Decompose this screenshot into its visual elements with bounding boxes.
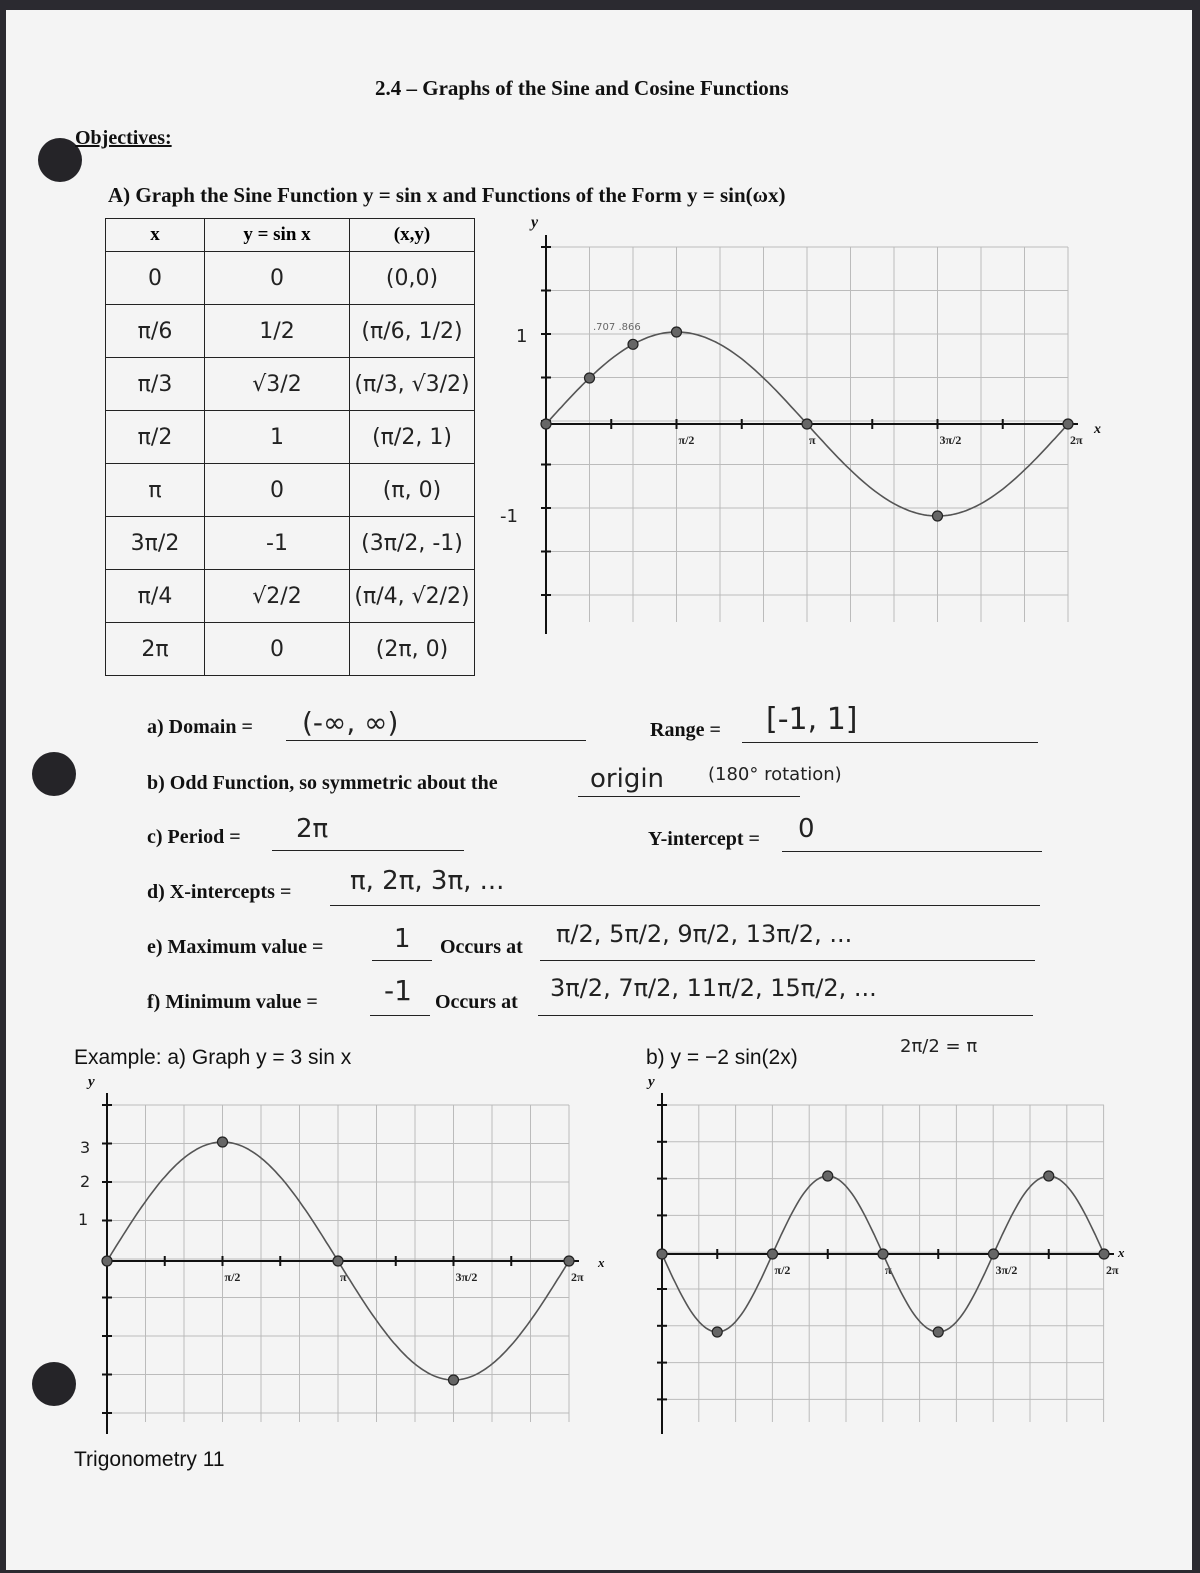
answer-line xyxy=(330,905,1040,906)
x-axis-label: x xyxy=(1094,422,1101,437)
minimum-occurs: 3π/2, 7π/2, 11π/2, 15π/2, ... xyxy=(550,974,877,1002)
x-tick-label: π xyxy=(885,1263,892,1277)
y-tick-label: 1 xyxy=(78,1210,89,1229)
y-tick-label: 2 xyxy=(80,1172,91,1191)
data-point xyxy=(449,1375,459,1385)
maximum-value: 1 xyxy=(394,924,411,954)
minimum-label: f) Minimum value = xyxy=(147,991,318,1013)
axes xyxy=(541,235,1083,634)
odd-answer: origin xyxy=(590,764,665,794)
table-row xyxy=(106,464,475,517)
odd-label: b) Odd Function, so symmetric about the xyxy=(147,772,498,794)
period-label: c) Period = xyxy=(147,826,241,848)
values-table xyxy=(105,218,475,676)
data-point xyxy=(802,419,812,429)
table-cell: π/4 xyxy=(106,570,205,623)
table-cell: 1 xyxy=(205,411,350,464)
x-tick-label: 2π xyxy=(1070,433,1083,447)
period-answer: 2π xyxy=(296,814,329,844)
x-tick-label: π/2 xyxy=(678,433,695,447)
data-point xyxy=(933,511,943,521)
y-tick-label: 3 xyxy=(80,1138,91,1157)
table-row xyxy=(106,305,475,358)
table-cell: (2π, 0) xyxy=(350,623,475,676)
table-row xyxy=(106,358,475,411)
table-header: y = sin x xyxy=(205,219,350,252)
table-cell: √3/2 xyxy=(205,358,350,411)
data-point xyxy=(218,1137,228,1147)
grid xyxy=(546,247,1068,622)
y-tick-label: -1 xyxy=(500,506,518,527)
data-point xyxy=(712,1327,722,1337)
y-tick-label: 1 xyxy=(516,326,528,347)
data-point xyxy=(564,1256,574,1266)
table-cell: π/6 xyxy=(106,305,205,358)
table-row xyxy=(106,411,475,464)
table-cell: (π/4, √2/2) xyxy=(350,570,475,623)
table-cell: 0 xyxy=(205,623,350,676)
table-cell: (3π/2, -1) xyxy=(350,517,475,570)
grid xyxy=(662,1105,1104,1422)
x-tick-label: π xyxy=(809,433,816,447)
footer-label: Trigonometry 11 xyxy=(74,1448,225,1471)
maximum-occurs-label: Occurs at xyxy=(440,936,523,958)
data-point xyxy=(878,1249,888,1259)
x-tick-label: 3π/2 xyxy=(455,1270,478,1284)
domain-answer: (-∞, ∞) xyxy=(302,706,399,739)
x-tick-label: 3π/2 xyxy=(995,1263,1018,1277)
table-cell: (π/3, √3/2) xyxy=(350,358,475,411)
x-tick-label: π/2 xyxy=(774,1263,791,1277)
data-point xyxy=(541,419,551,429)
y-intercept-answer: 0 xyxy=(798,814,815,844)
table-cell: -1 xyxy=(205,517,350,570)
answer-line xyxy=(578,796,800,797)
sine-graph xyxy=(510,222,1100,642)
data-point xyxy=(1044,1171,1054,1181)
y-axis-label: y xyxy=(648,1074,655,1090)
range-label: Range = xyxy=(650,719,721,741)
odd-note: (180° rotation) xyxy=(708,764,842,785)
answer-line xyxy=(272,850,464,851)
table-row xyxy=(106,252,475,305)
binder-hole xyxy=(32,752,76,796)
table-cell: π/2 xyxy=(106,411,205,464)
table-cell: (0,0) xyxy=(350,252,475,305)
page-title: 2.4 – Graphs of the Sine and Cosine Functions xyxy=(375,76,789,100)
data-point xyxy=(768,1249,778,1259)
y-axis-label: y xyxy=(531,214,539,231)
section-a-heading: A) Graph the Sine Function y = sin x and Functions of the Form y = sin(ωx) xyxy=(108,183,786,207)
x-tick-label: 2π xyxy=(571,1270,584,1284)
answer-line xyxy=(370,1015,430,1016)
example-b-note: 2π/2 = π xyxy=(900,1036,978,1057)
data-point xyxy=(1099,1249,1109,1259)
minimum-occurs-label: Occurs at xyxy=(435,991,518,1013)
answer-line xyxy=(540,960,1035,961)
data-point xyxy=(628,339,638,349)
table-header: (x,y) xyxy=(350,219,475,252)
data-point xyxy=(102,1256,112,1266)
x-intercepts-label: d) X-intercepts = xyxy=(147,881,292,903)
y-intercept-label: Y-intercept = xyxy=(648,828,760,850)
table-header-row xyxy=(106,219,475,252)
answer-line xyxy=(372,960,432,961)
x-tick-label: 2π xyxy=(1106,1263,1119,1277)
maximum-occurs: π/2, 5π/2, 9π/2, 13π/2, ... xyxy=(556,920,853,948)
data-point xyxy=(672,327,682,337)
table-cell: 0 xyxy=(106,252,205,305)
range-answer: [-1, 1] xyxy=(766,702,858,737)
data-point xyxy=(989,1249,999,1259)
answer-line xyxy=(742,742,1038,743)
data-point xyxy=(933,1327,943,1337)
table-row xyxy=(106,517,475,570)
x-intercepts-answer: π, 2π, 3π, ... xyxy=(350,866,505,896)
answer-line xyxy=(286,740,586,741)
table-cell: 2π xyxy=(106,623,205,676)
table-row xyxy=(106,570,475,623)
minimum-value: -1 xyxy=(384,974,412,1007)
data-point xyxy=(823,1171,833,1181)
x-axis-label: x xyxy=(1118,1245,1125,1260)
table-cell: (π/2, 1) xyxy=(350,411,475,464)
table-cell: π/3 xyxy=(106,358,205,411)
maximum-label: e) Maximum value = xyxy=(147,936,324,958)
table-cell: 0 xyxy=(205,464,350,517)
binder-hole xyxy=(32,1362,76,1406)
table-header: x xyxy=(106,219,205,252)
annotation: .707 .866 xyxy=(593,322,641,333)
x-tick-label: π/2 xyxy=(224,1270,241,1284)
x-tick-label: 3π/2 xyxy=(939,433,962,447)
y-axis-label: y xyxy=(88,1074,95,1090)
data-point xyxy=(657,1249,667,1259)
answer-line xyxy=(538,1015,1033,1016)
x-tick-label: π xyxy=(340,1270,347,1284)
table-row xyxy=(106,623,475,676)
data-point xyxy=(585,373,595,383)
x-axis-label: x xyxy=(598,1255,605,1270)
data-point xyxy=(1063,419,1073,429)
domain-label: a) Domain = xyxy=(147,716,253,738)
example-b-title: b) y = −2 sin(2x) xyxy=(646,1046,798,1069)
example-b-graph xyxy=(640,1080,1120,1440)
example-a-graph xyxy=(80,1080,620,1440)
table-cell: (π, 0) xyxy=(350,464,475,517)
table-cell: 1/2 xyxy=(205,305,350,358)
table-cell: π xyxy=(106,464,205,517)
table-cell: 3π/2 xyxy=(106,517,205,570)
example-a-title: Example: a) Graph y = 3 sin x xyxy=(74,1046,352,1069)
answer-line xyxy=(782,851,1042,852)
table-cell: 0 xyxy=(205,252,350,305)
data-point xyxy=(333,1256,343,1266)
objectives-label: Objectives: xyxy=(75,127,172,149)
table-cell: √2/2 xyxy=(205,570,350,623)
table-cell: (π/6, 1/2) xyxy=(350,305,475,358)
